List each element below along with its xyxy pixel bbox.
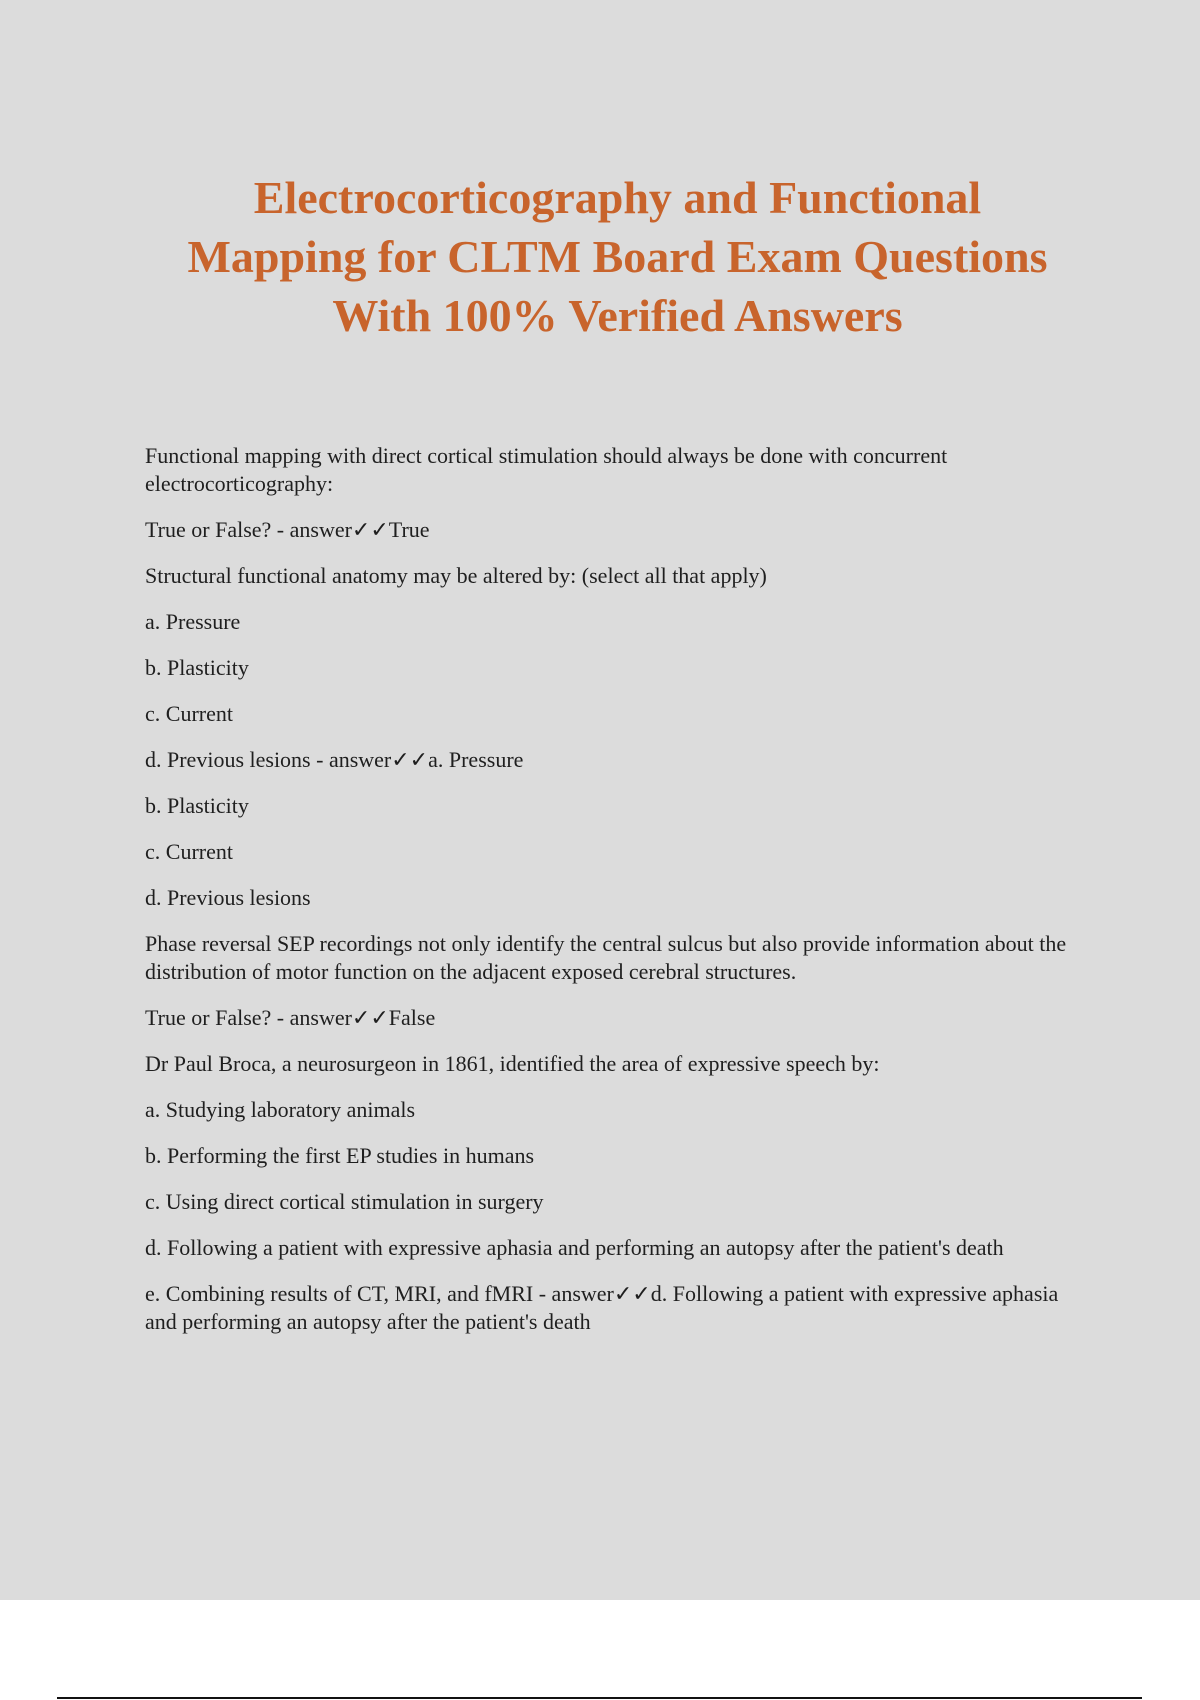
question-2-option-c: c. Current (145, 701, 233, 726)
question-1-answer: True or False? - answer✓✓True (145, 517, 430, 542)
title-line-1: Electrocorticography and Functional (253, 172, 982, 223)
question-2-text: Structural functional anatomy may be altered by: (select all that apply) (145, 563, 767, 588)
document-body (145, 442, 1085, 1354)
question-3-answer: True or False? - answer✓✓False (145, 1005, 436, 1030)
question-2-answer-b: b. Plasticity (145, 793, 249, 818)
question-4-option-a: a. Studying laboratory animals (145, 1097, 416, 1122)
question-2-option-a: a. Pressure (145, 609, 241, 634)
footer-divider (57, 1697, 1142, 1699)
question-2-option-d-answer: d. Previous lesions - answer✓✓a. Pressure (145, 747, 524, 772)
document-title (0, 168, 1200, 345)
question-4-option-e-answer: e. Combining results of CT, MRI, and fMRI - answer✓✓d. Following a patient with expressive aphasia and performing an autopsy after the patient's death (145, 1281, 1059, 1334)
question-4-option-b: b. Performing the first EP studies in humans (145, 1143, 535, 1168)
question-2-answer-c: c. Current (145, 839, 233, 864)
question-2-option-b: b. Plasticity (145, 655, 249, 680)
question-1-text: Functional mapping with direct cortical stimulation should always be done with concurrent electrocorticography: (145, 443, 948, 496)
question-3-text: Phase reversal SEP recordings not only identify the central sulcus but also provide information about the distribution of motor function on the adjacent exposed cerebral structures. (145, 931, 1067, 984)
question-2-answer-d: d. Previous lesions (145, 885, 311, 910)
title-line-3: With 100% Verified Answers (332, 290, 903, 341)
question-4-text: Dr Paul Broca, a neurosurgeon in 1861, identified the area of expressive speech by: (145, 1051, 880, 1076)
title-line-2: Mapping for CLTM Board Exam Questions (187, 231, 1048, 282)
question-4-option-d: d. Following a patient with expressive aphasia and performing an autopsy after the patient's death (145, 1235, 1004, 1260)
question-4-option-c: c. Using direct cortical stimulation in surgery (145, 1189, 544, 1214)
